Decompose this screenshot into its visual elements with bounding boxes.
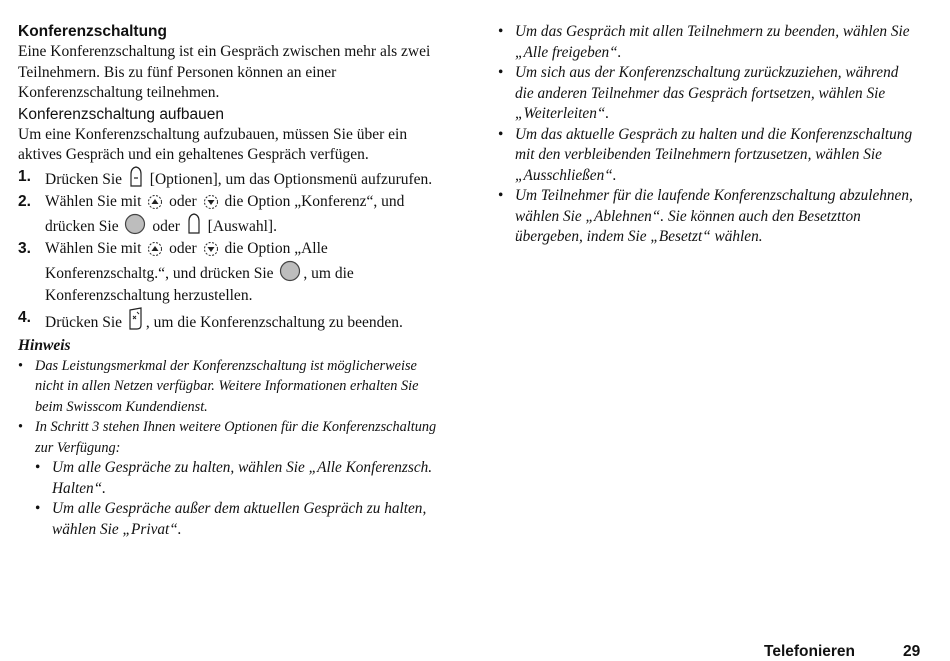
left-column: [18, 22, 443, 540]
step-text: oder: [152, 217, 180, 235]
step-text: [Auswahl].: [207, 217, 277, 235]
footer-section-title: Telefonieren: [764, 643, 856, 660]
step-number: 3.: [18, 239, 31, 257]
option-item: [498, 63, 913, 125]
nav-up-icon: [147, 194, 163, 210]
subnote-item: [35, 458, 443, 499]
step-number: 1.: [18, 167, 31, 185]
nav-up-icon: [147, 241, 163, 257]
bullet: •: [498, 187, 504, 204]
note-item: [18, 356, 443, 418]
nav-down-icon: [203, 194, 219, 210]
step-1: [18, 166, 443, 191]
subsection-intro: Um eine Konferenzschaltung aufzubauen, müssen Sie über ein aktives Gespräch und ein gehaltenes Gespräch verfügen.: [18, 125, 408, 163]
option-item: [498, 125, 913, 187]
step-number: 4.: [18, 308, 31, 326]
step-3: [18, 238, 443, 307]
note-item: [18, 417, 443, 458]
option-text: Um das aktuelle Gespräch zu halten und die Konferenzschaltung mit den verbleibenden Teilnehmern fortzusetzen, wählen Sie „Ausschließen“.: [515, 125, 913, 184]
step-text: [Optionen], um das Optionsmenü aufzurufen.: [149, 170, 433, 188]
step-text: oder: [169, 192, 197, 210]
step-4: [18, 307, 443, 334]
nav-down-icon: [203, 241, 219, 257]
subnote-item: [35, 499, 443, 540]
step-list: [18, 166, 443, 334]
bullet: •: [498, 64, 504, 81]
right-column: [498, 22, 913, 248]
note-list: [18, 356, 443, 459]
subsection-heading: Konferenzschaltung aufbauen: [18, 105, 224, 123]
section-heading: Konferenzschaltung: [18, 23, 167, 40]
option-list: [498, 22, 913, 248]
step-text: Wählen Sie mit: [45, 239, 142, 257]
bullet: •: [498, 23, 504, 40]
subnote-text: Um alle Gespräche zu halten, wählen Sie „Alle Konferenzsch. Halten“.: [52, 459, 433, 497]
step-text: , um die Konferenzschaltung zu beenden.: [145, 313, 403, 331]
option-text: Um das Gespräch mit allen Teilnehmern zu beenden, wählen Sie „Alle freigeben“.: [515, 23, 910, 61]
step-text: die Option „Konferenz“, und drücken Sie: [45, 192, 405, 235]
step-text: die Option „Alle Konferenzschaltg.“, und drücken Sie: [45, 239, 328, 282]
option-item: [498, 186, 913, 248]
option-text: Um sich aus der Konferenzschaltung zurückzuziehen, während die anderen Teilnehmer das Gespräch fortsetzen, wählen Sie „Weiterleiten“.: [515, 64, 899, 122]
softkey-left-icon: [128, 166, 144, 188]
bullet: •: [35, 459, 41, 476]
intro-paragraph: Eine Konferenzschaltung ist ein Gespräch zwischen mehr als zwei Teilnehmern. Bis zu fünf Personen können an einer Konferenzschaltung teilnehmen.: [18, 43, 431, 101]
note-text: In Schritt 3 stehen Ihnen weitere Optionen für die Konferenzschaltung zur Verfügung:: [35, 419, 437, 456]
softkey-left-icon: [186, 213, 202, 235]
subnote-list: [35, 458, 443, 540]
step-text: Drücken Sie: [45, 313, 123, 331]
select-button-icon: [124, 213, 146, 235]
step-2: [18, 191, 443, 238]
option-text: Um Teilnehmer für die laufende Konferenzschaltung abzulehnen, wählen Sie „Ablehnen“. Sie können auch den Besetztton übergeben, indem Sie „Besetzt“ wählen.: [515, 187, 913, 245]
end-call-icon: [128, 307, 144, 331]
step-text: , um die Konferenzschaltung herzustellen.: [45, 264, 354, 304]
step-number: 2.: [18, 192, 31, 210]
note-title: Hinweis: [18, 336, 71, 354]
subnote-text: Um alle Gespräche außer dem aktuellen Gespräch zu halten, wählen Sie „Privat“.: [52, 500, 427, 538]
bullet: •: [18, 419, 24, 435]
step-text: Wählen Sie mit: [45, 192, 142, 210]
page-number: 29: [903, 643, 921, 660]
option-item: [498, 22, 913, 63]
bullet: •: [18, 357, 24, 374]
step-text: oder: [169, 239, 197, 257]
step-text: Drücken Sie: [45, 170, 123, 188]
note-text: Das Leistungsmerkmal der Konferenzschaltung ist möglicherweise nicht in allen Netzen verfügbar. Weitere Informationen erhalten Sie beim Swisscom Kundendienst.: [35, 357, 419, 415]
bullet: •: [35, 500, 41, 517]
bullet: •: [498, 125, 504, 143]
select-button-icon: [279, 260, 301, 282]
